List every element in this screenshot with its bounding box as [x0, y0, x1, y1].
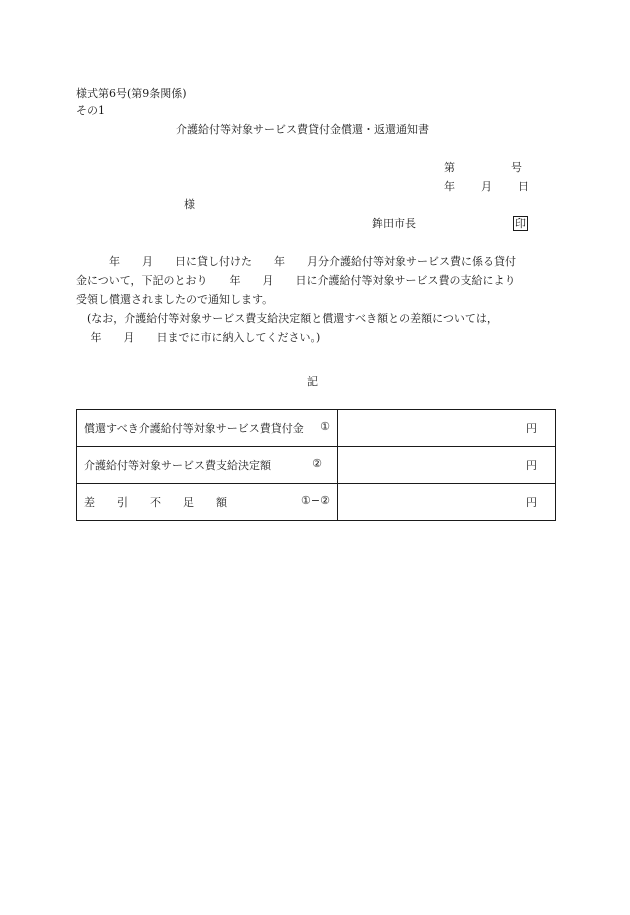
row-label-cell [77, 484, 338, 521]
row-label-cell [77, 447, 338, 484]
ki-heading: 記 [307, 375, 318, 388]
row-label: 償還すべき介護給付等対象サービス費貸付金 [84, 422, 304, 435]
row-label: 介護給付等対象サービス費支給決定額 [84, 459, 271, 472]
row-label-cell [77, 410, 338, 447]
form-number: 様式第6号(第9条関係) [76, 87, 187, 100]
amount-cell [338, 410, 556, 447]
document-title: 介護給付等対象サービス費貸付金償還・返還通知書 [176, 123, 429, 136]
body-line: 金について，下記のとおり 年 月 日に介護給付等対象サービス費の支給により [76, 274, 516, 287]
notice-body [76, 252, 516, 347]
row-mark: ② [312, 457, 322, 470]
table-row [77, 484, 556, 521]
body-line: (なお，介護給付等対象サービス費支給決定額と償還すべき額との差額については， [76, 312, 498, 325]
unit-label: 円 [526, 422, 537, 435]
body-line: 年 月 日に貸し付けた 年 月分介護給付等対象サービス費に係る貸付 [76, 255, 516, 268]
row-mark: ①−② [301, 494, 330, 507]
body-line: 年 月 日までに市に納入してください。) [76, 331, 321, 344]
body-line: 受領し償還されましたので通知します。 [76, 293, 274, 306]
year-label: 年 [444, 180, 455, 193]
issue-number [444, 162, 522, 173]
amount-cell [338, 447, 556, 484]
number-suffix: 号 [511, 161, 522, 174]
table-row [77, 447, 556, 484]
day-label: 日 [518, 180, 529, 193]
row-mark: ① [320, 420, 330, 433]
number-prefix: 第 [444, 161, 455, 174]
month-label: 月 [481, 180, 492, 193]
amount-cell [338, 484, 556, 521]
seal-mark: 印 [515, 217, 526, 230]
sub-number: その1 [76, 104, 105, 117]
issuer-name: 鉾田市長 [372, 217, 416, 230]
amount-table [76, 409, 556, 521]
row-label: 差 引 不 足 額 [84, 496, 227, 509]
addressee-suffix: 様 [184, 198, 195, 211]
issue-date [444, 181, 529, 192]
unit-label: 円 [526, 496, 537, 509]
unit-label: 円 [526, 459, 537, 472]
table-row [77, 410, 556, 447]
